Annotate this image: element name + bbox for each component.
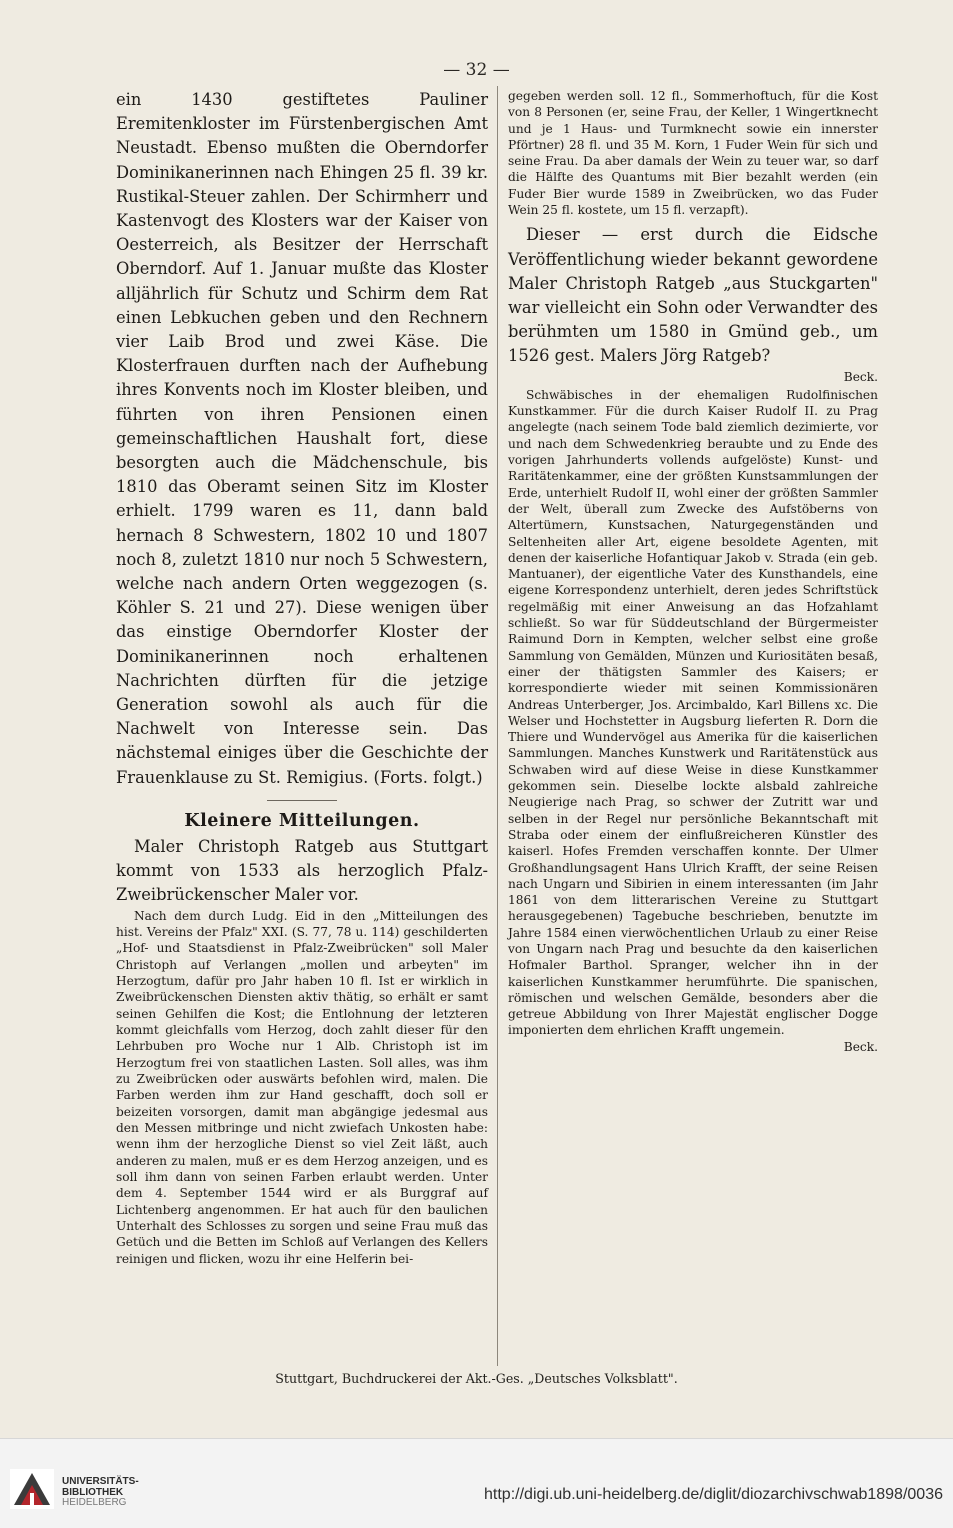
printer-imprint: Stuttgart, Buchdruckerei der Akt.-Ges. „Deutsches Volksblatt". <box>275 1371 678 1386</box>
viewer-footer-bar <box>0 1438 953 1528</box>
left-column <box>116 88 488 1267</box>
university-logo-icon <box>10 1469 54 1509</box>
notice-ratgeb-question: Dieser — erst durch die Eidsche Veröffentlichung wieder bekannt gewordene Maler Christoph Ratgeb „aus Stuckgarten" war vielleicht ein Sohn oder Verwandter des berühmten um 1580 in Gmünd geb., um 1526 gest. Malers Jörg Ratgeb? <box>508 225 878 366</box>
section-heading: Kleinere Mitteilungen. <box>184 810 420 831</box>
permalink-url[interactable]: http://digi.ub.uni-heidelberg.de/diglit/diozarchivschwab1898/0036 <box>484 1486 943 1503</box>
right-column <box>508 88 878 1055</box>
page-number: — 32 — <box>443 60 510 80</box>
notice-ratgeb-intro: Maler Christoph Ratgeb aus Stuttgart kommt von 1533 als herzoglich Pfalz-Zweibrückenscher Maler vor. <box>116 836 488 905</box>
column-divider <box>497 86 498 1366</box>
notice-ratgeb-end: gegeben werden soll. 12 fl., Sommerhoftuch, für die Kost von 8 Personen (er, seine Frau, der Keller, 1 Wingertknecht und je 1 Haus- und Turmknecht sowie ein innerster Pförtner) 28 fl. und 35 M. Korn, 1 Fuder Wein für sich und seine Frau. Da aber damals der Wein zu teuer war, so darf die Hälfte des Quantums mit Bier bezahlt werden (ein Fuder Bier wurde 1589 in Zweibrücken, wo das Fuder Wein 25 fl. kostete, um 15 fl. verzapft). <box>508 89 878 218</box>
notice-ratgeb-body: Nach dem durch Ludg. Eid in den „Mitteilungen des hist. Vereins der Pfalz" XXI. (S. 77, 78 u. 114) geschilderten „Hof- und Staatsdienst in Pfalz-Zweibrücken" soll Maler Christoph auf Verlangen „mollen und arbeyten" im Herzogtum, dafür pro Jahr haben 10 fl. Ist er wirklich in Zweibrückenschen Diensten aktiv thätig, so erhält er samt seinen Gehilfen die Kost; die Entlohnung der letzteren kommt gleichfalls vom Herzog, doch zahlt dieser für den Lehrbuben pro Woche nur 1 Alb. Christoph ist im Herzogtum frei von staatlichen Lasten. Soll alles, was ihm zu Zweibrücken oder auswärts befohlen wird, malen. Die Farben werden ihm zur Hand geschafft, doch soll er beizeiten vorsorgen, damit man abgängige jedesmal aus den Messen mitbringe und nicht zwiefach Unkosten habe: wenn ihm der herzogliche Dienst so viel Zeit läßt, auch anderen zu malen, muß er es dem Herzog anzeigen, und es soll ihm dann von seinen Farben erlaubt werden. Unter dem 4. September 1544 wird er als Burggraf auf Lichtenberg angenommen. Er hat auch für den baulichen Unterhalt des Schlosses zu sorgen und seine Frau muß das Getüch und die Betten im Schloß auf Verlangen des Kellers reinigen und flicken, wozu ihr eine Helferin bei- <box>116 908 488 1266</box>
author-signature: Beck. <box>843 1039 878 1054</box>
separator-line <box>267 800 337 801</box>
notice-kunstkammer: Schwäbisches in der ehemaligen Rudolfinischen Kunstkammer. Für die durch Kaiser Rudolf II. zu Prag angelegte (nach seinem Tode bald ziemlich dezimierte, vor und nach dem Schwedenkrieg beraubte und zu Ende des vorigen Jahrhunderts vollends aufgelöste) Kunst- und Raritätenkammer, eine der größten Kunstsammlungen der Erde, unterhielt Rudolf II, wohl einer der größten Sammler der Welt, überall zum Zwecke des Aufstöberns von Altertümern, Kunstsachen, Naturgegenständen und Seltenheiten aller Art, eigene besoldete Agenten, mit denen der kaiserliche Hofantiquar Jakob v. Strada (ein geb. Mantuaner), der eigentliche Vater des Kunsthandels, eine eigene Korrespondenz unterhielt, deren jedes Schriftstück regelmäßig mit einer Anweisung an das Hofzahlamt schließt. So war für Süddeutschland der Bürgermeister Raimund Dorn in Kempten, welcher selbst eine große Sammlung von Gemälden, Münzen und Kuriositäten besaß, einer der thätigsten Sammler des Kaisers; er korrespondierte wieder mit seinen Kommissionären Andreas Unterberger, Jos. Arcimbaldo, Karl Billens xc. Die Welser und Hochstetter in Augsburg lieferten R. Dorn die Thiere und Wundervögel aus Amerika für die kaiserlichen Sammlungen. Manches Kunstwerk und Raritätenstück aus Schwaben wird auf diese Weise in diese Kunstkammer gekommen sein. Dieselbe lockte alsbald zahlreiche Neugierige nach Prag, so schwer der Zutritt war und selben in der Regel nur persönliche Bekanntschaft mit Straba oder einem der einflußreicheren Künstler des kaiserl. Hofes Fremden verschaffen konnte. Der Ulmer Großhandlungsagent Hans Ulrich Krafft, der seine Reisen nach Ungarn und Sibirien in einem interessanten (im Jahr 1861 von dem litterarischen Vereine zu Stuttgart herausgegebenen) Tagebuche beschrieben, benutzte im Jahre 1584 einen vierwöchentlichen Urlaub zu einer Reise von Ungarn nach Prag und besuchte da den kaiserlichen Hofmaler Barthol. Spranger, welcher ihn in der kaiserlichen Kunstkammer herumführte. Die spanischen, römischen und welschen Gemälde, besonders aber die getreue Abbildung von Ihrer Majestät englischer Dogge imponierten dem ehrlichen Krafft ungemein. <box>508 387 878 1038</box>
article-continuation: ein 1430 gestiftetes Pauliner Eremitenkloster im Fürstenbergischen Amt Neustadt. Ebenso mußten die Oberndorfer Dominikanerinnen nach Ehingen 25 fl. 39 kr. Rustikal-Steuer zahlen. Der Schirmherr und Kastenvogt des Klosters war der Kaiser von Oesterreich, als Besitzer der Herrschaft Oberndorf. Auf 1. Januar mußte das Kloster alljährlich für Schutz und Schirm dem Rat einen Lebkuchen geben und den Rechnern vier Laib Brod und zwei Käse. Die Klosterfrauen durften nach der Aufhebung ihres Konvents noch im Kloster bleiben, und führten von ihren Pensionen einen gemeinschaftlichen Haushalt fort, diese besorgten auch die Mädchenschule, bis 1810 das Oberamt seinen Sitz im Kloster erhielt. 1799 waren es 11, dann bald hernach 8 Schwestern, 1802 10 und 1807 noch 8, zuletzt 1810 nur noch 5 Schwestern, welche nach andern Orten weggezogen (s. Köhler S. 21 und 27). Diese wenigen über das einstige Oberndorfer Kloster der Dominikanerinnen noch erhaltenen Nachrichten dürften für die jetzige Generation sowohl als auch für die Nachwelt von Interesse sein. Das nächstemal einiges über die Geschichte der Frauenklause zu St. Remigius. (Forts. folgt.) <box>116 90 488 787</box>
library-name: UNIVERSITÄTS- BIBLIOTHEK HEIDELBERG <box>62 1476 139 1508</box>
author-signature: Beck. <box>843 369 878 384</box>
